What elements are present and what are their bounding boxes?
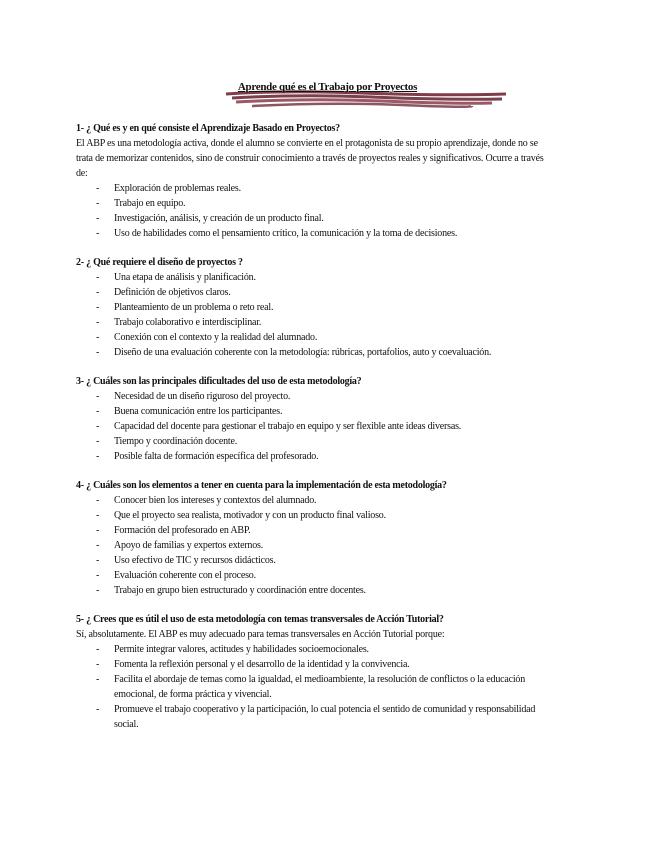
- list-item-text: Conexión con el contexto y la realidad del alumnado.: [114, 332, 318, 343]
- dash-bullet-icon: -: [96, 347, 100, 358]
- list-item-text: Investigación, análisis, y creación de un producto final.: [114, 213, 324, 224]
- question-section: [76, 121, 546, 241]
- list-item-text: Permite integrar valores, actitudes y habilidades socioemocionales.: [114, 644, 369, 655]
- answer-paragraph: Sí, absolutamente. El ABP es muy adecuado para temas transversales en Acción Tutorial porque:: [76, 629, 445, 640]
- bullet-list: [76, 181, 546, 241]
- list-item: [76, 315, 546, 330]
- list-item: [76, 270, 546, 285]
- dash-bullet-icon: -: [96, 436, 100, 447]
- list-item: [76, 196, 546, 211]
- list-item: [76, 538, 546, 553]
- list-item: [76, 672, 546, 702]
- dash-bullet-icon: -: [96, 644, 100, 655]
- list-item-text: Posible falta de formación específica del profesorado.: [114, 451, 319, 462]
- list-item: [76, 181, 546, 196]
- dash-bullet-icon: -: [96, 228, 100, 239]
- dash-bullet-icon: -: [96, 585, 100, 596]
- list-item: [76, 508, 546, 523]
- bullet-list: [76, 389, 546, 464]
- dash-bullet-icon: -: [96, 510, 100, 521]
- list-item-text: Capacidad del docente para gestionar el trabajo en equipo y ser flexible ante ideas diversas.: [114, 421, 462, 432]
- bullet-list: [76, 270, 546, 360]
- dash-bullet-icon: -: [96, 495, 100, 506]
- bullet-list: [76, 493, 546, 598]
- list-item-text: Conocer bien los intereses y contextos del alumnado.: [114, 495, 317, 506]
- list-item: [76, 493, 546, 508]
- document-body: [76, 121, 546, 746]
- question-section: [76, 255, 546, 360]
- list-item: [76, 583, 546, 598]
- dash-bullet-icon: -: [96, 659, 100, 670]
- list-item: [76, 345, 546, 360]
- dash-bullet-icon: -: [96, 391, 100, 402]
- list-item: [76, 657, 546, 672]
- list-item-text: Fomenta la reflexión personal y el desarrollo de la identidad y la convivencia.: [114, 659, 410, 670]
- list-item-text: Uso de habilidades como el pensamiento crítico, la comunicación y la toma de decisiones.: [114, 228, 458, 239]
- list-item-text: Trabajo en grupo bien estructurado y coordinación entre docentes.: [114, 585, 366, 596]
- dash-bullet-icon: -: [96, 540, 100, 551]
- list-item-text: Que el proyecto sea realista, motivador y con un producto final valioso.: [114, 510, 386, 521]
- list-item-text: Evaluación coherente con el proceso.: [114, 570, 256, 581]
- list-item-text: Facilita el abordaje de temas como la igualdad, el medioambiente, la resolución de conflictos o la educación emocional, de forma práctica y vivencial.: [114, 674, 526, 700]
- list-item-text: Planteamiento de un problema o reto real.: [114, 302, 274, 313]
- list-item-text: Necesidad de un diseño riguroso del proyecto.: [114, 391, 291, 402]
- dash-bullet-icon: -: [96, 570, 100, 581]
- list-item-text: Una etapa de análisis y planificación.: [114, 272, 256, 283]
- dash-bullet-icon: -: [96, 451, 100, 462]
- list-item: [76, 523, 546, 538]
- question-heading: 4- ¿ Cuáles son los elementos a tener en cuenta para la implementación de esta metodología?: [76, 480, 447, 491]
- dash-bullet-icon: -: [96, 704, 100, 715]
- list-item: [76, 300, 546, 315]
- list-item-text: Uso efectivo de TIC y recursos didácticos.: [114, 555, 276, 566]
- list-item-text: Trabajo en equipo.: [114, 198, 186, 209]
- list-item: [76, 226, 546, 241]
- dash-bullet-icon: -: [96, 317, 100, 328]
- list-item-text: Promueve el trabajo cooperativo y la participación, lo cual potencia el sentido de comunidad y responsabilidad social.: [114, 704, 536, 730]
- question-section: [76, 612, 546, 732]
- dash-bullet-icon: -: [96, 555, 100, 566]
- dash-bullet-icon: -: [96, 302, 100, 313]
- question-heading: 3- ¿ Cuáles son las principales dificultades del uso de esta metodología?: [76, 376, 362, 387]
- list-item: [76, 434, 546, 449]
- list-item: [76, 449, 546, 464]
- list-item: [76, 568, 546, 583]
- dash-bullet-icon: -: [96, 406, 100, 417]
- bullet-list: [76, 642, 546, 732]
- dash-bullet-icon: -: [96, 213, 100, 224]
- list-item-text: Buena comunicación entre los participantes.: [114, 406, 283, 417]
- dash-bullet-icon: -: [96, 287, 100, 298]
- list-item: [76, 419, 546, 434]
- list-item-text: Diseño de una evaluación coherente con la metodología: rúbricas, portafolios, auto y coevaluación.: [114, 347, 492, 358]
- list-item: [76, 642, 546, 657]
- list-item: [76, 404, 546, 419]
- list-item: [76, 285, 546, 300]
- question-heading: 1- ¿ Qué es y en qué consiste el Aprendizaje Basado en Proyectos?: [76, 123, 340, 134]
- list-item-text: Definición de objetivos claros.: [114, 287, 231, 298]
- list-item-text: Apoyo de familias y expertos externos.: [114, 540, 264, 551]
- dash-bullet-icon: -: [96, 198, 100, 209]
- question-section: [76, 374, 546, 464]
- list-item: [76, 553, 546, 568]
- dash-bullet-icon: -: [96, 674, 100, 685]
- question-heading: 5- ¿ Crees que es útil el uso de esta metodología con temas transversales de Acción Tutorial?: [76, 614, 444, 625]
- dash-bullet-icon: -: [96, 272, 100, 283]
- list-item: [76, 702, 546, 732]
- list-item: [76, 211, 546, 226]
- list-item: [76, 389, 546, 404]
- list-item: [76, 330, 546, 345]
- dash-bullet-icon: -: [96, 525, 100, 536]
- document-title: Aprende qué es el Trabajo por Proyectos: [237, 81, 418, 93]
- list-item-text: Exploración de problemas reales.: [114, 183, 241, 194]
- answer-paragraph: El ABP es una metodología activa, donde el alumno se convierte en el protagonista de su propio aprendizaje, donde no se trata de memorizar contenidos, sino de construir conocimiento a través de proyectos reales y significativos. Ocurre a través de:: [76, 138, 544, 179]
- list-item-text: Formación del profesorado en ABP.: [114, 525, 251, 536]
- question-heading: 2- ¿ Qué requiere el diseño de proyectos ?: [76, 257, 243, 268]
- dash-bullet-icon: -: [96, 183, 100, 194]
- dash-bullet-icon: -: [96, 421, 100, 432]
- list-item-text: Tiempo y coordinación docente.: [114, 436, 238, 447]
- list-item-text: Trabajo colaborativo e interdisciplinar.: [114, 317, 262, 328]
- dash-bullet-icon: -: [96, 332, 100, 343]
- question-section: [76, 478, 546, 598]
